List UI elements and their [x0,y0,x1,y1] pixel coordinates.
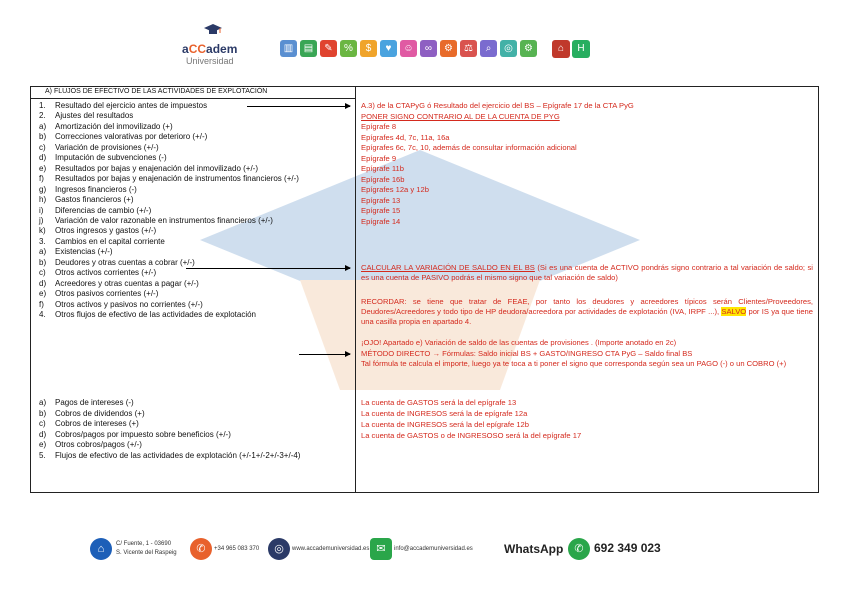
item-label: 5. [39,451,46,460]
arrow-row-4 [299,354,350,355]
gavel-icon[interactable]: ⚖ [460,40,477,57]
table-header: A) FLUJOS DE EFECTIVO DE LAS ACTIVIDADES DE EXPLOTACIÓN [45,88,268,95]
item-text: Cobros/pagos por impuesto sobre beneficios (+/-) [55,429,231,439]
item-text: Otros cobros/pagos (+/-) [55,440,142,450]
whatsapp-number[interactable]: 692 349 023 [594,541,661,555]
car-icon[interactable]: ⚙ [440,40,457,57]
note-a: Epígrafe 8 [361,122,397,131]
item-text: Otros ingresos y gastos (+/-) [55,226,157,236]
item-text: Cambios en el capital corriente [55,236,165,246]
note-adjust-sign: PONER SIGNO CONTRARIO AL DE LA CUENTA DE PYG [361,111,560,121]
salvo-highlight: SALVO [721,307,747,317]
item-label: a) [39,121,47,131]
arrow-row-3 [186,268,350,269]
item-text: Imputación de subvenciones (-) [55,153,167,163]
note-other-b: La cuenta de INGRESOS será la de epígrafe 12a [361,409,528,418]
item-label: e) [39,163,47,173]
item-text: Deudores y otras cuentas a cobrar (+/-) [55,257,195,267]
item-text: Diferencias de cambio (+/-) [55,205,152,215]
note-i: Epígrafe 15 [361,206,401,215]
item-label: d) [39,278,47,288]
item-text: Flujos de efectivo de las actividades de explotación (+/-1+/-2+/-3+/-4) [55,451,301,460]
item-label: c) [39,142,46,152]
item-text: Acreedores y otras cuentas a pagar (+/-) [55,278,199,288]
item-text: Pagos de intereses (-) [55,398,134,407]
item-label: i) [39,205,44,215]
building-icon[interactable]: ⌂ [552,40,570,58]
arrow-row-1 [247,106,350,107]
note-result: A.3) de la CTAPyG ó Resultado del ejercicio del BS – Epígrafe 17 de la CTA PyG [361,101,634,110]
item-text: Otros pasivos corrientes (+/-) [55,289,159,299]
home-icon: ⌂ [90,538,112,560]
note-formula: Tal fórmula te calcula el importe, luego ya te toca a ti poner el signo que corresponda según sea un PAGO (-) o un COBRO (+) [361,359,787,368]
item-label: d) [39,429,47,439]
note-other-d: La cuenta de GASTOS o de INGRESOSO será la del epígrafe 17 [361,431,582,440]
phone-icon: ✆ [190,538,212,560]
item-label: e) [39,289,47,299]
item-text: Cobros de intereses (+) [55,419,139,429]
note-h: Epígrafe 13 [361,195,401,205]
item-label: k) [39,226,46,236]
note-ojo: ¡OJO! Apartado e) Variación de saldo de las cuentas de provisiones . (Importe anotado en 2c) [361,338,677,347]
website-link[interactable]: www.accademuniversidad.es [292,546,370,552]
item-text: Variación de valor razonable en instrumentos financieros (+/-) [55,215,273,225]
item-label: b) [39,408,47,418]
dna-icon[interactable]: ∞ [420,40,437,57]
item-text: Otros activos corrientes (+/-) [55,268,157,278]
hospital-icon[interactable]: H [572,40,590,58]
brand-subtitle: Universidad [186,56,234,66]
item-text: Resultado del ejercicio antes de impuestos [55,101,208,110]
item-text: Cobros de dividendos (+) [55,408,145,418]
note-j: Epígrafe 14 [361,216,401,226]
note-e: Epígrafe 11b [361,164,404,173]
item-label: 2. [39,111,46,121]
graduation-cap-icon [204,24,222,35]
item-label: b) [39,257,47,267]
item-label: a) [39,247,47,257]
item-label: f) [39,299,44,309]
email-icon: ✉ [370,538,392,560]
book-icon[interactable]: ▤ [300,40,317,57]
item-label: b) [39,132,47,142]
item-text: Ingresos financieros (-) [55,184,137,194]
coins-icon[interactable]: $ [360,40,377,57]
item-label: h) [39,195,47,205]
chart-icon[interactable]: ▥ [280,40,297,57]
phone-number[interactable]: +34 965 083 370 [214,546,260,552]
item-label: f) [39,174,44,184]
item-text: Gastos financieros (+) [55,195,134,205]
note-recordar: RECORDAR: se tiene que tratar de FEAE, por tanto los deudores y acreedores típicos serán Clientes/Proveedores, Deudores/Acreedores y todo tipo de HP deudora/acreedora por actividades de explotación (IVA, IRPF ...), SALVO por IS ya que tiene una casilla propia en apartado 4. [361,297,814,327]
percent-icon[interactable]: % [340,40,357,57]
address-line2: S. Vicente del Raspeig [116,550,177,556]
address-line1: C/ Fuente, 1 - 03690 [116,541,172,547]
brand-name: aCCadem [182,42,238,56]
gear-icon[interactable]: ⚙ [520,40,537,57]
person-icon[interactable]: ☺ [400,40,417,57]
search-icon[interactable]: ⌕ [480,40,497,57]
whatsapp-icon: ✆ [568,538,590,560]
item-label: g) [39,184,47,194]
note-f: Epígrafe 16b [361,174,405,184]
item-text: Otros activos y pasivos no corrientes (+/-) [55,299,203,309]
item-text: Variación de provisiones (+/-) [55,142,159,152]
item-label: j) [39,215,44,225]
note-metodo-directo: MÉTODO DIRECTO → Fórmulas: Saldo inicial BS + GASTO/INGRESO CTA PyG – Saldo final BS [361,348,693,358]
email-link[interactable]: info@accademuniversidad.es [394,546,473,552]
cash-flow-table [30,86,819,493]
item-text: Correcciones valorativas por deterioro (+/-) [55,132,208,142]
note-b: Epígrafes 4d, 7c, 11a, 16a [361,132,450,142]
item-label: 4. [39,310,46,319]
item-label: 3. [39,236,46,246]
note-other-a: La cuenta de GASTOS será la del epígrafe 13 [361,398,517,407]
note-capital-change: CALCULAR LA VARIACIÓN DE SALDO EN EL BS (Si es una cuenta de ACTIVO pondrás signo contrario a tal variación de saldo; si es una cuenta de PASIVO podrás el mismo signo que tal variación de saldo) [361,263,813,283]
note-g: Epígrafes 12a y 12b [361,185,429,194]
item-text: Resultados por bajas y enajenación de instrumentos financieros (+/-) [55,174,299,184]
note-c: Epígrafes 6c, 7c, 10, además de consultar información adicional [361,143,577,152]
item-text: Existencias (+/-) [55,247,113,257]
globe-icon: ◎ [268,538,290,560]
item-label: c) [39,268,46,278]
whatsapp-label: WhatsApp [504,542,564,556]
heart-icon[interactable]: ♥ [380,40,397,57]
item-label: d) [39,153,47,163]
item-text: Resultados por bajas y enajenación del inmovilizado (+/-) [55,163,258,173]
item-text: Amortización del inmovilizado (+) [55,121,173,131]
item-label: c) [39,419,46,429]
megaphone-icon[interactable]: ✎ [320,40,337,57]
item-text: Ajustes del resultados [55,111,134,121]
item-label: 1. [39,101,46,110]
item-label: a) [39,398,47,407]
note-other-c: La cuenta de INGRESOS será la del epígrafe 12b [361,420,530,429]
item-text: Otros flujos de efectivo de las actividades de explotación [55,310,257,319]
note-d: Epígrafe 9 [361,153,397,163]
item-label: e) [39,440,47,450]
target-icon[interactable]: ◎ [500,40,517,57]
